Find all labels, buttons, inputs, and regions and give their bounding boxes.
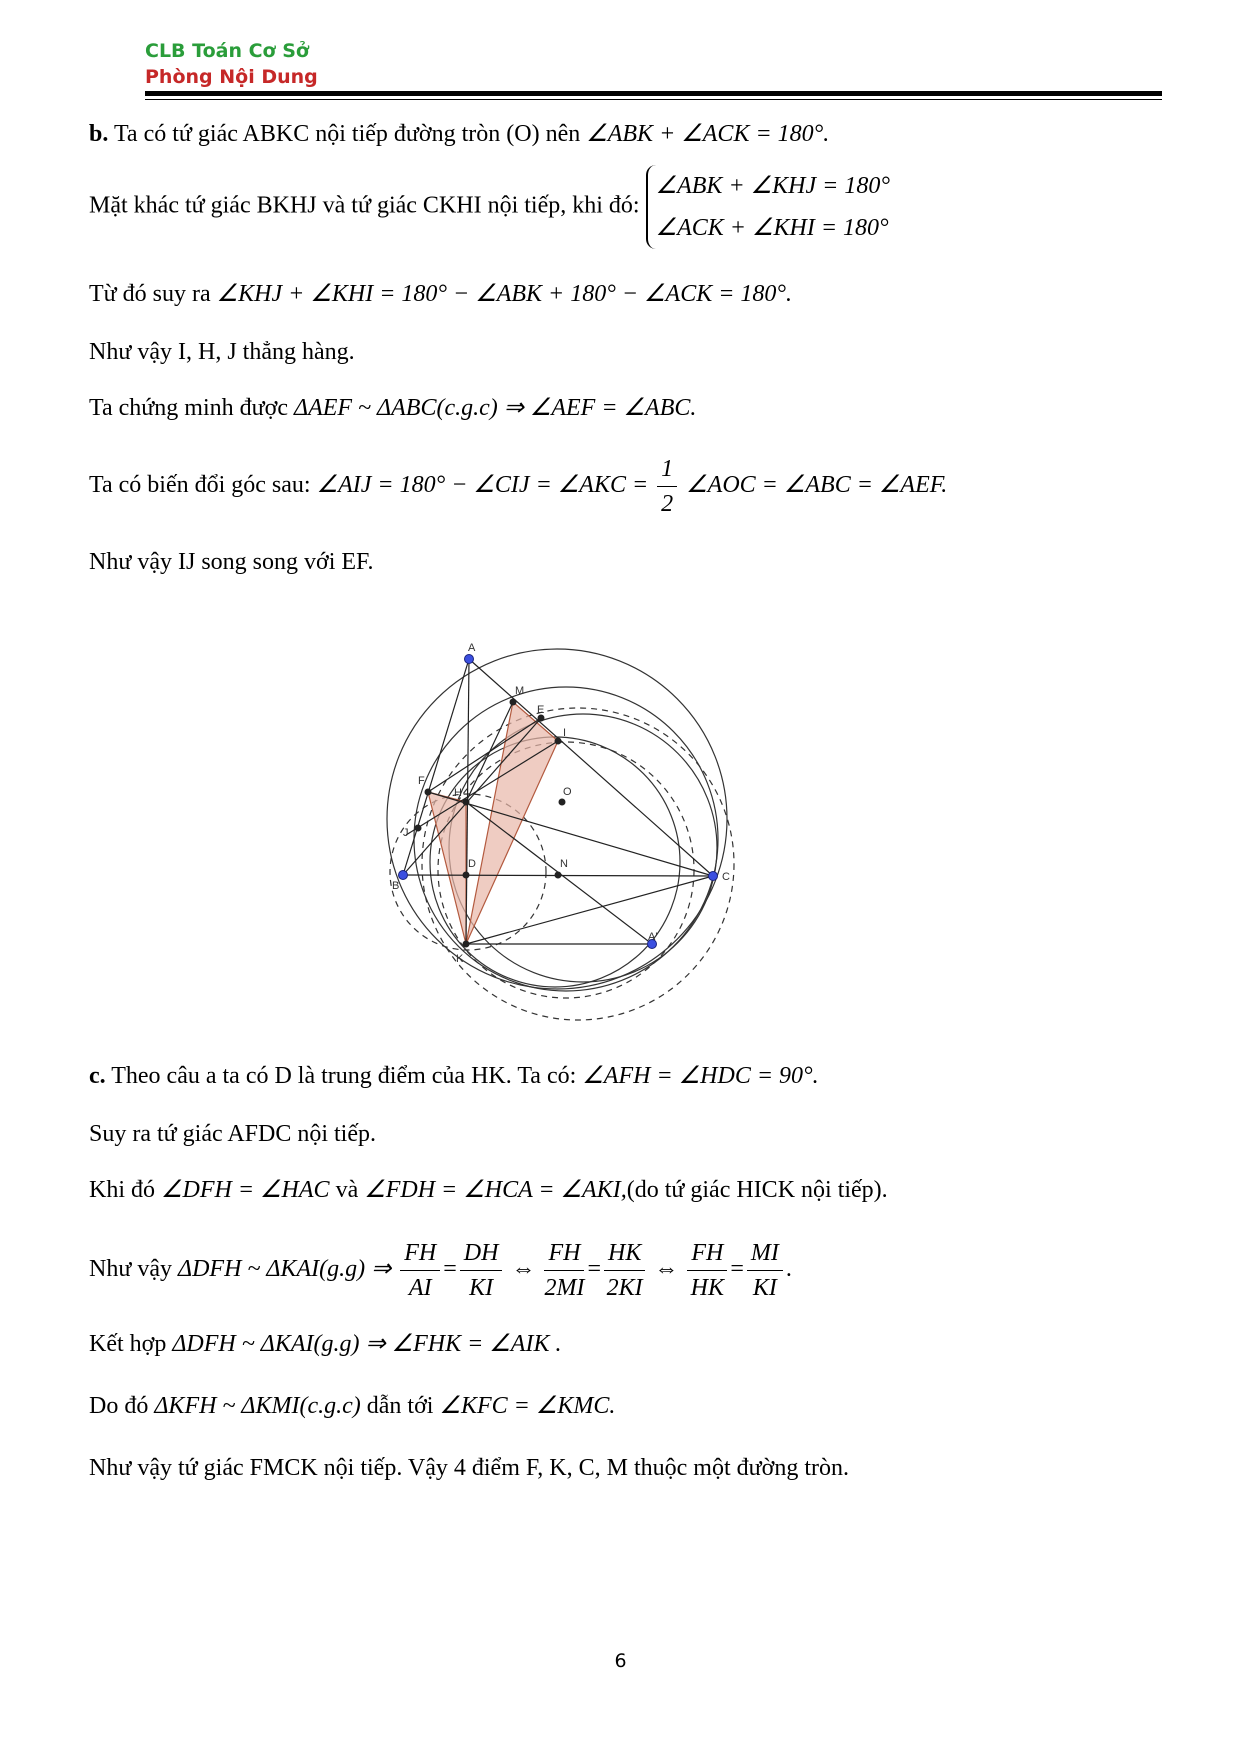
- label-m: M: [515, 685, 525, 697]
- numerator: 1: [657, 452, 677, 487]
- point-b: [399, 871, 408, 880]
- triangle-kmi: [466, 702, 558, 944]
- part-c-line-6: [89, 1392, 615, 1420]
- label-f: F: [418, 775, 425, 787]
- part-b-line-7: Như vậy IJ song song với EF.: [89, 549, 374, 575]
- reason: (do tứ giác HICK nội tiếp).: [626, 1177, 888, 1203]
- fraction-half: [657, 452, 677, 521]
- fraction-3: [544, 1236, 584, 1305]
- point-f: [425, 789, 432, 796]
- label-e: E: [537, 704, 545, 716]
- part-b-line-3: [89, 280, 792, 308]
- label-i: I: [563, 727, 567, 739]
- part-b-line-4: Như vậy I, H, J thẳng hàng.: [89, 339, 355, 365]
- equation-b: ∠FDH = ∠HCA = ∠AKI,: [364, 1177, 627, 1203]
- point-h: [463, 799, 470, 806]
- label-k: K: [456, 953, 464, 965]
- geometry-figure: [380, 630, 740, 1045]
- equation-part-b: ∠AOC = ∠ABC = ∠AEF.: [686, 472, 948, 499]
- denominator: 2MI: [544, 1274, 585, 1301]
- segment-kc: [466, 876, 713, 944]
- label-b: B: [392, 880, 400, 892]
- point-d: [463, 872, 470, 879]
- numerator: MI: [747, 1236, 783, 1271]
- denominator: KI: [469, 1274, 494, 1301]
- part-c-line-1: [89, 1062, 819, 1090]
- text: Từ đó suy ra: [89, 281, 211, 307]
- part-c-line-3: [89, 1176, 888, 1204]
- part-b-label: b.: [89, 121, 109, 147]
- part-b-line-1: [89, 120, 829, 148]
- part-c-line-7: Như vậy tứ giác FMCK nội tiếp. Vậy 4 điểm F, K, C, M thuộc một đường tròn.: [89, 1455, 849, 1481]
- point-o: [559, 799, 566, 806]
- label-a-prime: A': [648, 931, 658, 943]
- label-n: N: [560, 858, 568, 870]
- denominator: 2: [661, 491, 674, 517]
- equation: ΔDFH ~ ΔKAI(g.g) ⇒ ∠FHK = ∠AIK .: [172, 1331, 562, 1357]
- equation-a: ΔKFH ~ ΔKMI(c.g.c): [154, 1393, 361, 1419]
- part-c-line-2: Suy ra tứ giác AFDC nội tiếp.: [89, 1121, 376, 1147]
- connector: dẫn tới: [366, 1393, 434, 1419]
- numerator: DH: [460, 1236, 503, 1271]
- fraction-2: [460, 1236, 503, 1305]
- part-c-label: c.: [89, 1063, 106, 1089]
- label-c: C: [722, 871, 730, 883]
- numerator: FH: [687, 1236, 727, 1271]
- page-number: 6: [614, 1650, 627, 1672]
- label-o: O: [563, 786, 572, 798]
- equation: ΔAEF ~ ΔABC(c.g.c) ⇒ ∠AEF = ∠ABC.: [293, 395, 697, 421]
- club-name: CLB Toán Cơ Sở: [145, 40, 309, 62]
- header-rule-thick: [145, 91, 1162, 96]
- numerator: FH: [544, 1236, 584, 1271]
- equation: ∠ABK + ∠ACK = 180°.: [586, 121, 830, 147]
- header-rule-thin: [145, 99, 1162, 100]
- fraction-6: [747, 1236, 783, 1305]
- equation-b: ∠KFC = ∠KMC.: [439, 1393, 616, 1419]
- fraction-1: [400, 1236, 440, 1305]
- part-b-line-5: [89, 394, 696, 422]
- point-i: [555, 738, 562, 745]
- equation: ΔDFH ~ ΔKAI(g.g) ⇒: [178, 1256, 392, 1282]
- text: Ta có tứ giác ABKC nội tiếp đường tròn (O) nên: [113, 121, 581, 147]
- system-eq-1: ∠ABK + ∠KHJ = 180°: [655, 173, 890, 199]
- equation: ∠KHJ + ∠KHI = 180° − ∠ABK + 180° − ∠ACK = 180°.: [216, 281, 793, 307]
- department-name: Phòng Nội Dung: [145, 66, 318, 88]
- equation-a: ∠DFH = ∠HAC: [161, 1177, 330, 1203]
- denominator: HK: [690, 1274, 725, 1301]
- text: Do đó: [89, 1393, 149, 1419]
- fraction-5: [687, 1236, 727, 1305]
- equation-system: [646, 165, 890, 249]
- part-c-line-4: Như vậy ΔDFH ~ ΔKAI(g.g) ⇒ $\frac{FH}{AI}$ = $\frac{DH}{KI}$ ⇔ $\frac{FH}{2MI}$ = $\frac{HK}{2KI}$ ⇔ $\frac{FH}{HK}$ = $\frac{MI}{KI}$ .: [89, 1234, 792, 1305]
- numerator: HK: [604, 1236, 645, 1271]
- text: Khi đó: [89, 1177, 155, 1203]
- numerator: FH: [400, 1236, 440, 1271]
- label-j: J: [403, 827, 409, 839]
- text: Ta chứng minh được: [89, 395, 288, 421]
- point-c: [709, 872, 718, 881]
- text: Theo câu a ta có D là trung điểm của HK. Ta có:: [111, 1063, 577, 1089]
- denominator: 2KI: [606, 1274, 643, 1301]
- label-a: A: [468, 642, 476, 654]
- text: Ta có biến đổi góc sau:: [89, 472, 311, 499]
- part-b-line-6: [89, 452, 947, 521]
- point-j: [415, 825, 422, 832]
- triangle-fhk: [428, 792, 466, 944]
- part-c-line-5: [89, 1330, 561, 1358]
- point-n: [555, 872, 562, 879]
- text: Kết hợp: [89, 1331, 167, 1357]
- point-a: [465, 655, 474, 664]
- point-k: [463, 941, 470, 948]
- point-m: [510, 699, 517, 706]
- text: Như vậy: [89, 1256, 172, 1282]
- text: Mặt khác tứ giác BKHJ và tứ giác CKHI nội tiếp, khi đó:: [89, 192, 640, 219]
- system-eq-2: ∠ACK + ∠KHI = 180°: [655, 215, 889, 241]
- part-b-line-2: [89, 165, 890, 249]
- fraction-4: [604, 1236, 645, 1305]
- denominator: KI: [752, 1274, 777, 1301]
- equation: ∠AFH = ∠HDC = 90°.: [582, 1063, 819, 1089]
- label-d: D: [468, 858, 476, 870]
- denominator: AI: [408, 1274, 432, 1301]
- label-h: H: [454, 787, 462, 799]
- equation-part-a: ∠AIJ = 180° − ∠CIJ = ∠AKC =: [316, 472, 649, 499]
- conjunction: và: [335, 1177, 359, 1203]
